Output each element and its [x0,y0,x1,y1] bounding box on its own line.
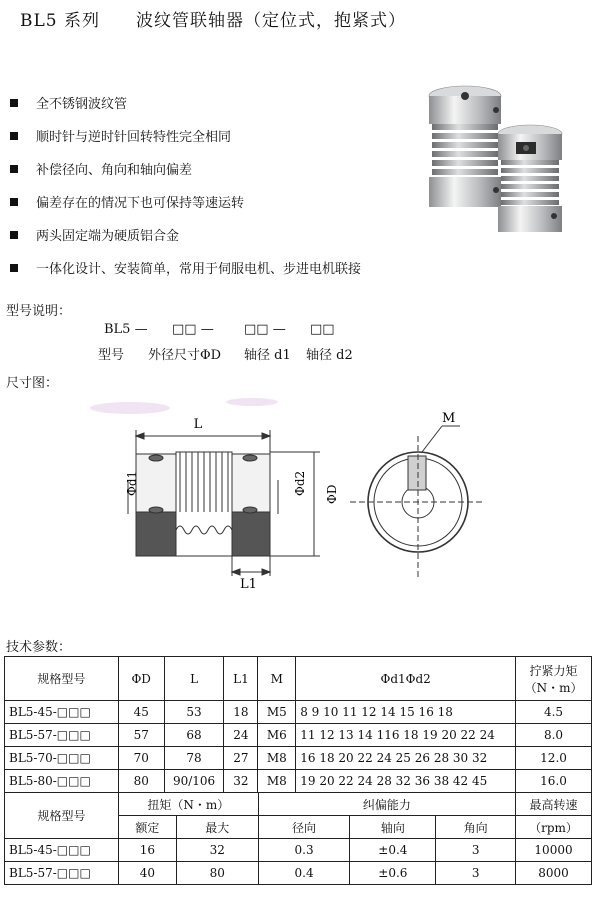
list-item: 补偿径向、角向和轴向偏差 [10,152,361,185]
dim-d2: Φd2 [293,470,307,496]
bullet-icon [10,198,18,206]
dimension-label: 尺寸图： [6,376,59,391]
dim-M: M [442,411,456,426]
page-title [20,6,406,31]
header-rated: 额定 [118,816,176,839]
header-model: 规格型号 [5,793,119,839]
list-item: 两头固定端为硬质铝合金 [10,218,361,251]
list-item: 偏差存在的情况下也可保持等速运转 [10,185,361,218]
header-speed: 最高转速 [516,793,592,816]
header-D: ΦD [118,657,164,701]
table-row: BL5-70-□□□ 70 78 27 M8 16 18 20 22 24 25 26 28 30 32 12.0 [5,747,592,770]
header-torque: 扭矩（N・m） [118,793,258,816]
feature-list [10,86,361,284]
tech-label: 技术参数： [6,640,72,655]
list-item: 顺时针与逆时针回转特性完全相同 [10,119,361,152]
model-part: 轴径 d1 [244,348,291,363]
table-row: BL5-80-□□□ 80 90/106 32 M8 19 20 22 24 28 32 36 38 42 45 16.0 [5,770,592,793]
dim-D: ΦD [325,484,339,504]
product-photo [420,82,570,242]
product-name: 波纹管联轴器（定位式，抱紧式） [136,11,407,31]
model-label: 型号说明： [6,304,72,319]
model-part: 型号 [98,348,125,363]
header-model: 规格型号 [5,657,119,701]
table-row: BL5-45-□□□ 45 53 18 M5 8 9 10 11 12 14 15 16 18 4.5 [5,701,592,724]
performance-table [4,792,592,885]
header-rpm: （rpm） [516,816,592,839]
series-name: BL5 系列 [20,11,101,31]
bullet-icon [10,99,18,107]
model-code: □□ — [172,322,214,337]
model-code: BL5 — [104,322,148,337]
header-L: L [164,657,224,701]
list-item: 全不锈钢波纹管 [10,86,361,119]
table-row: BL5-45-□□□ 16 32 0.3 ±0.4 3 10000 [5,839,592,862]
header-max: 最大 [176,816,258,839]
model-code: □□ — [244,322,286,337]
table-row: BL5-57-□□□ 57 68 24 M6 11 12 13 14 116 18 19 20 22 24 8.0 [5,724,592,747]
model-part: 外径尺寸ΦD [148,348,222,363]
table-row: BL5-57-□□□ 40 80 0.4 ±0.6 3 8000 [5,862,592,885]
header-d1d2: Φd1Φd2 [296,657,516,701]
bullet-icon [10,264,18,272]
header-radial: 径向 [258,816,350,839]
spec-table [4,656,592,793]
header-angular: 角向 [436,816,516,839]
header-axial: 轴向 [350,816,436,839]
dimension-drawing [80,396,540,596]
header-L1: L1 [224,657,258,701]
dim-L: L [193,417,203,432]
bullet-icon [10,132,18,140]
dim-d1: Φd1 [125,470,139,496]
model-code: □□ [310,322,335,337]
dim-L1: L1 [240,577,257,592]
header-misalignment: 纠偏能力 [258,793,515,816]
header-torque: 拧紧力矩 （N・m） [516,657,592,701]
model-part: 轴径 d2 [306,348,353,363]
bullet-icon [10,231,18,239]
list-item: 一体化设计、安装简单，常用于伺服电机、步进电机联接 [10,251,361,284]
bullet-icon [10,165,18,173]
header-M: M [258,657,296,701]
